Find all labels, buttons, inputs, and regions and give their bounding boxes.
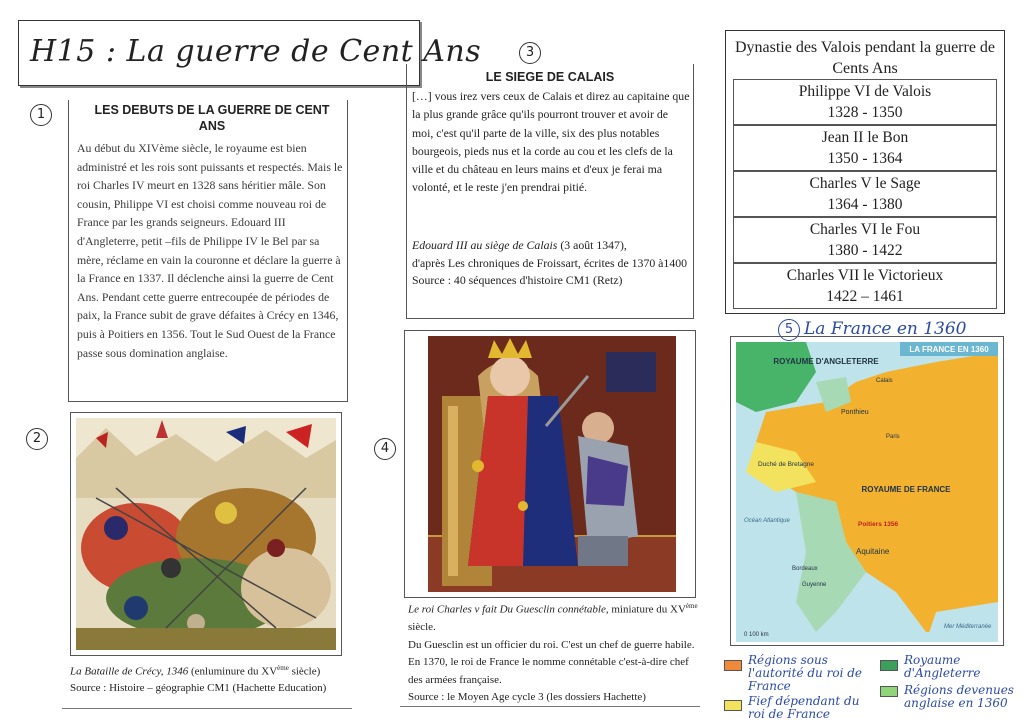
section-number-4: 4 [374,438,396,460]
legend-swatch-france-authority [724,660,742,671]
map-label-england: ROYAUME D'ANGLETERRE [773,357,879,366]
calais-quote: […] vous irez vers ceux de Calais et direz au capitaine que la plus grande grâce qu'ils pourront trouver et avoir de moi, c'est qu'il parte de la ville, six des plus notables bourgeois, pieds nus et la corde au cou et les clefs de la ville et du château en leurs mains et d'eux je ferai ma volonté, et le reste j'en prendrai pitié. [412,89,690,195]
guesclin-caption-title: Le roi Charles v fait Du Guesclin connétable, [408,603,609,616]
king-name: Philippe VI de Valois [798,83,932,100]
map-label-bretagne: Duché de Bretagne [758,461,815,468]
map-title: La France en 1360 [804,319,967,339]
map-label-calais: Calais [876,378,893,384]
king-name: Charles V le Sage [809,175,921,192]
calais-reference [412,237,692,290]
valois-row [733,79,997,125]
guesclin-caption-sup: ème [685,602,698,610]
section-number-1: 1 [30,104,52,126]
section1-body: Au début du XIVème siècle, le royaume est bien administré et les rois sont puissants et respectés. Mais le roi Charles IV meurt en 1328 sans héritier mâle. Son cousin, Philippe VI est choisi comme nouveau roi de France par les grands seigneurs. Edouard III d'Angleterre, petit –fils de Philippe IV le Bel par sa mère, réclame en vain la couronne et déclare la guerre à la France en 1337. Il déclenche ainsi la guerre de Cent Ans. Pendant cette guerre entrecoupée de périodes de paix, la France subit de grave défaites à Crécy en 1346, puis à Poitiers en 1356. Tout le Sud Ouest de la France passe sous domination anglaise. [77,141,343,360]
king-name: Charles VII le Victorieux [786,267,944,284]
guesclin-text: Du Guesclin est un officier du roi. C'est un chef de guerre habile. En 1370, le roi de France le nomme connétable c'est-à-dire chef des armées française. [408,638,695,686]
map-label-guyenne: Guyenne [802,582,827,588]
section2-rule [62,708,352,709]
section1-heading: LES DEBUTS DE LA GUERRE DE CENT ANS [94,103,330,133]
legend-text-fief: Fief dépendant du roi de France [748,694,860,721]
valois-row [733,171,997,217]
map-label-ocean: Océan Atlantique [744,518,790,524]
map-label-france: ROYAUME DE FRANCE [861,485,951,494]
section4-caption [408,598,698,707]
king-dates: 1350 - 1364 [827,150,903,167]
king-dates: 1422 – 1461 [826,288,904,305]
calais-ref-rest: d'après Les chroniques de Froissart, écrites de 1370 à1400 [412,255,688,270]
legend-swatch-conquered [880,686,898,697]
legend-swatch-fief [724,700,742,711]
section-number-3: 3 [519,42,541,64]
calais-ref-date: (3 août 1347), [557,238,627,252]
legend-text-france-authority: Régions sous l'autorité du roi de France [748,653,862,693]
section-number-5: 5 [778,319,800,341]
legend-text-england: Royaume d'Angleterre [904,653,981,680]
map-label-paris: Paris [886,434,900,440]
section3-heading: LE SIEGE DE CALAIS [485,70,615,84]
valois-row [733,217,997,263]
map-label-ponthieu: Ponthieu [841,409,869,416]
map-label-mer: Mer Méditerranée [944,624,992,630]
map-banner: LA FRANCE EN 1360 [909,345,989,354]
valois-title: Dynastie des Valois pendant la guerre de Cents Ans [734,39,996,77]
map-label-poitiers: Poitiers 1356 [858,521,899,528]
france-1360-map [736,342,998,642]
section4-rule [400,706,700,707]
crecy-caption-rest-b: siècle) [288,665,321,678]
calais-source: Source : 40 séquences d'histoire CM1 (Retz) [412,273,623,287]
crecy-source: Source : Histoire – géographie CM1 (Hachette Education) [70,681,327,694]
calais-ref-title: Edouard III au siège de Calais [412,238,558,252]
crecy-battle-illumination [76,418,336,650]
crecy-caption-sup: ème [277,664,289,672]
king-dates: 1328 - 1350 [827,104,903,121]
king-dates: 1364 - 1380 [827,196,903,213]
page-title: H15 : La guerre de Cent Ans [30,34,482,69]
king-dates: 1380 - 1422 [827,242,903,259]
guesclin-caption-b: siècle. [408,621,436,634]
map-label-aquitaine: Aquitaine [856,547,890,556]
section2-caption [70,660,352,696]
map-label-bordeaux: Bordeaux [792,566,818,572]
map-scale: 0 100 km [744,632,769,638]
king-name: Jean II le Bon [821,129,909,146]
crecy-caption-title: La Bataille de Crécy, 1346 [70,665,189,678]
legend-swatch-england [880,660,898,671]
du-guesclin-miniature [428,336,676,592]
guesclin-source: Source : le Moyen Age cycle 3 (les dossiers Hachette) [408,691,646,704]
legend-text-conquered: Régions devenues anglaise en 1360 [904,683,1014,710]
crecy-caption-rest-a: (enluminure du XV [188,665,278,678]
king-name: Charles VI le Fou [809,221,921,238]
guesclin-caption-a: miniature du XV [608,603,686,616]
valois-row [733,125,997,171]
valois-row [733,263,997,309]
section-number-2: 2 [26,428,48,450]
